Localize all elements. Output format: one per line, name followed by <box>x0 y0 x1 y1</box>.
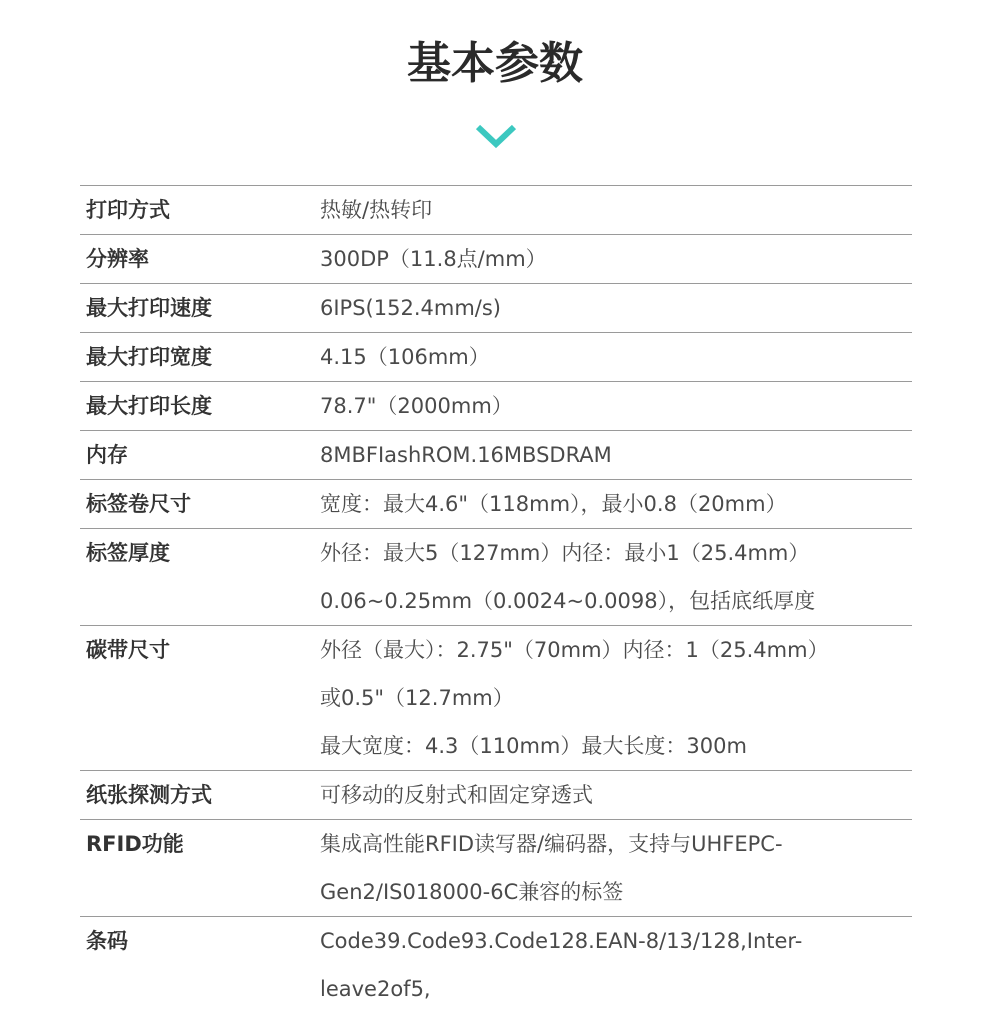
spec-row-label-thickness <box>80 529 912 626</box>
spec-row-print-method <box>80 186 912 235</box>
spec-value-line: 最大宽度：4.3（110mm）最大长度：300m <box>320 734 747 758</box>
spec-value <box>320 820 912 916</box>
spec-label: 内存 <box>86 443 128 467</box>
spec-value <box>320 480 912 528</box>
spec-row-label-roll-size <box>80 480 912 529</box>
spec-value <box>320 431 912 479</box>
spec-row-max-print-length <box>80 382 912 431</box>
chevron-down-icon <box>474 122 518 150</box>
spec-value-line: Gen2/IS018000-6C兼容的标签 <box>320 880 624 904</box>
spec-value-line: 78.7"（2000mm） <box>320 394 513 418</box>
spec-value <box>320 333 912 381</box>
spec-value-line: 宽度：最大4.6"（118mm），最小0.8（20mm） <box>320 492 787 516</box>
spec-row-max-print-speed <box>80 284 912 333</box>
spec-row-memory <box>80 431 912 480</box>
spec-value-line: 外径：最大5（127mm）内径：最小1（25.4mm） <box>320 541 810 565</box>
spec-value-line: 6IPS(152.4mm/s) <box>320 296 501 320</box>
spec-value <box>320 382 912 430</box>
spec-label: 标签厚度 <box>86 541 170 565</box>
spec-value-line: 热敏/热转印 <box>320 198 433 222</box>
spec-label: 最大打印长度 <box>86 394 212 418</box>
spec-value <box>320 529 912 625</box>
spec-table <box>80 185 912 1013</box>
spec-value-line: 8MBFIashROM.16MBSDRAM <box>320 443 612 467</box>
page-title: 基本参数 <box>407 38 583 89</box>
spec-label: RFID功能 <box>86 832 184 856</box>
spec-label: 分辨率 <box>86 247 149 271</box>
spec-label: 最大打印宽度 <box>86 345 212 369</box>
spec-row-resolution <box>80 235 912 284</box>
spec-value <box>320 284 912 332</box>
spec-value <box>320 626 912 770</box>
spec-row-max-print-width <box>80 333 912 382</box>
spec-row-rfid <box>80 820 912 917</box>
spec-value-line: 外径（最大）：2.75"（70mm）内径：1（25.4mm） <box>320 638 829 662</box>
spec-value-line: Code39.Code93.Code128.EAN-8/13/128,Inter- <box>320 929 803 953</box>
spec-value-line: 或0.5"（12.7mm） <box>320 686 514 710</box>
spec-label: 条码 <box>86 929 128 953</box>
spec-label: 打印方式 <box>86 198 170 222</box>
spec-label: 最大打印速度 <box>86 296 212 320</box>
spec-value-line: 4.15（106mm） <box>320 345 490 369</box>
spec-label: 纸张探测方式 <box>86 783 212 807</box>
spec-row-barcode <box>80 917 912 1013</box>
spec-value <box>320 235 912 283</box>
spec-value <box>320 186 912 234</box>
spec-label: 碳带尺寸 <box>86 638 170 662</box>
spec-row-paper-sensing <box>80 771 912 820</box>
spec-value <box>320 917 912 1013</box>
spec-row-ribbon-size <box>80 626 912 771</box>
spec-value-line: 0.06~0.25mm（0.0024~0.0098），包括底纸厚度 <box>320 589 816 613</box>
spec-value-line: 集成高性能RFID读写器/编码器，支持与UHFEPC- <box>320 832 783 856</box>
spec-value-line: 可移动的反射式和固定穿透式 <box>320 783 593 807</box>
spec-value-line: leave2of5, <box>320 977 431 1001</box>
spec-label: 标签卷尺寸 <box>86 492 191 516</box>
spec-value-line: 300DP（11.8点/mm） <box>320 247 547 271</box>
spec-value <box>320 771 912 819</box>
